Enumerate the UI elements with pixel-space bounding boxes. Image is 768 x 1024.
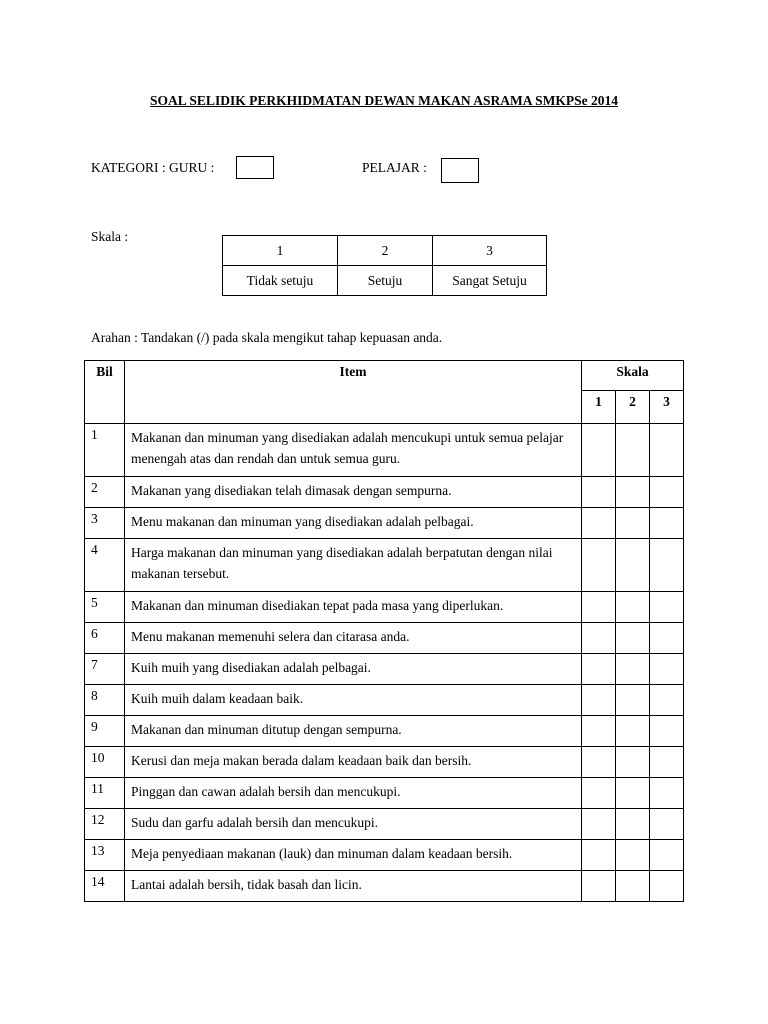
row-item: Makanan dan minuman ditutup dengan sempurna.	[125, 716, 582, 747]
rating-cell-3[interactable]	[650, 623, 684, 654]
row-bil: 2	[85, 477, 125, 508]
rating-cell-1[interactable]	[582, 508, 616, 539]
row-bil: 5	[85, 592, 125, 623]
rating-cell-3[interactable]	[650, 747, 684, 778]
row-bil: 10	[85, 747, 125, 778]
skala-col-2: 2	[616, 391, 650, 424]
rating-cell-1[interactable]	[582, 871, 616, 902]
row-item: Makanan dan minuman disediakan tepat pada masa yang diperlukan.	[125, 592, 582, 623]
rating-cell-2[interactable]	[616, 508, 650, 539]
rating-cell-3[interactable]	[650, 871, 684, 902]
rating-cell-3[interactable]	[650, 592, 684, 623]
row-bil: 6	[85, 623, 125, 654]
bil-header: Bil	[85, 361, 125, 424]
row-item: Lantai adalah bersih, tidak basah dan licin.	[125, 871, 582, 902]
row-bil: 11	[85, 778, 125, 809]
table-row	[85, 871, 684, 902]
item-header: Item	[125, 361, 582, 424]
row-bil: 12	[85, 809, 125, 840]
scale-desc-1: Tidak setuju	[223, 266, 338, 296]
rating-cell-3[interactable]	[650, 840, 684, 871]
table-row	[85, 592, 684, 623]
table-row	[85, 809, 684, 840]
rating-cell-1[interactable]	[582, 592, 616, 623]
table-row	[85, 654, 684, 685]
rating-cell-1[interactable]	[582, 716, 616, 747]
rating-cell-3[interactable]	[650, 809, 684, 840]
table-row	[85, 747, 684, 778]
rating-cell-2[interactable]	[616, 747, 650, 778]
row-bil: 4	[85, 539, 125, 592]
row-bil: 14	[85, 871, 125, 902]
rating-cell-3[interactable]	[650, 654, 684, 685]
row-bil: 3	[85, 508, 125, 539]
row-bil: 8	[85, 685, 125, 716]
row-item: Pinggan dan cawan adalah bersih dan mencukupi.	[125, 778, 582, 809]
scale-desc-3: Sangat Setuju	[433, 266, 547, 296]
rating-cell-2[interactable]	[616, 840, 650, 871]
rating-cell-1[interactable]	[582, 623, 616, 654]
scale-number-2: 2	[338, 236, 433, 266]
table-row	[85, 477, 684, 508]
rating-cell-3[interactable]	[650, 716, 684, 747]
table-row	[85, 623, 684, 654]
skala-col-3: 3	[650, 391, 684, 424]
rating-cell-1[interactable]	[582, 809, 616, 840]
rating-cell-3[interactable]	[650, 778, 684, 809]
rating-cell-1[interactable]	[582, 840, 616, 871]
rating-cell-1[interactable]	[582, 685, 616, 716]
rating-cell-2[interactable]	[616, 654, 650, 685]
table-row	[85, 716, 684, 747]
guru-checkbox[interactable]	[236, 156, 274, 179]
row-bil: 13	[85, 840, 125, 871]
table-row	[85, 840, 684, 871]
table-row	[85, 539, 684, 592]
rating-cell-2[interactable]	[616, 716, 650, 747]
row-item: Kuih muih dalam keadaan baik.	[125, 685, 582, 716]
table-row	[85, 508, 684, 539]
table-row	[85, 778, 684, 809]
rating-cell-1[interactable]	[582, 477, 616, 508]
scale-legend-table	[222, 235, 547, 296]
row-bil: 7	[85, 654, 125, 685]
row-item: Harga makanan dan minuman yang disediakan adalah berpatutan dengan nilai makanan tersebut.	[125, 539, 582, 592]
rating-cell-2[interactable]	[616, 592, 650, 623]
rating-cell-1[interactable]	[582, 778, 616, 809]
row-item: Meja penyediaan makanan (lauk) dan minuman dalam keadaan bersih.	[125, 840, 582, 871]
rating-cell-2[interactable]	[616, 424, 650, 477]
scale-number-1: 1	[223, 236, 338, 266]
rating-cell-3[interactable]	[650, 424, 684, 477]
row-item: Kerusi dan meja makan berada dalam keadaan baik dan bersih.	[125, 747, 582, 778]
kategori-guru-label: KATEGORI : GURU :	[91, 160, 215, 175]
rating-cell-2[interactable]	[616, 539, 650, 592]
rating-cell-1[interactable]	[582, 539, 616, 592]
rating-cell-2[interactable]	[616, 685, 650, 716]
skala-label: Skala :	[91, 229, 129, 244]
rating-cell-2[interactable]	[616, 623, 650, 654]
rating-cell-2[interactable]	[616, 871, 650, 902]
row-bil: 9	[85, 716, 125, 747]
rating-cell-3[interactable]	[650, 508, 684, 539]
rating-cell-2[interactable]	[616, 477, 650, 508]
scale-number-3: 3	[433, 236, 547, 266]
form-title: SOAL SELIDIK PERKHIDMATAN DEWAN MAKAN ASRAMA SMKPSe 2014	[150, 93, 618, 108]
row-item: Menu makanan memenuhi selera dan citarasa anda.	[125, 623, 582, 654]
rating-cell-1[interactable]	[582, 747, 616, 778]
scale-desc-2: Setuju	[338, 266, 433, 296]
table-row	[85, 424, 684, 477]
row-item: Makanan yang disediakan telah dimasak dengan sempurna.	[125, 477, 582, 508]
row-item: Menu makanan dan minuman yang disediakan adalah pelbagai.	[125, 508, 582, 539]
rating-cell-2[interactable]	[616, 778, 650, 809]
pelajar-checkbox[interactable]	[441, 158, 479, 183]
rating-cell-1[interactable]	[582, 424, 616, 477]
row-item: Makanan dan minuman yang disediakan adalah mencukupi untuk semua pelajar menengah atas dan rendah dan untuk semua guru.	[125, 424, 582, 477]
row-item: Kuih muih yang disediakan adalah pelbagai.	[125, 654, 582, 685]
skala-col-1: 1	[582, 391, 616, 424]
questionnaire-table	[84, 360, 684, 902]
kategori-pelajar-label: PELAJAR :	[362, 160, 427, 175]
row-item: Sudu dan garfu adalah bersih dan mencukupi.	[125, 809, 582, 840]
rating-cell-3[interactable]	[650, 539, 684, 592]
rating-cell-3[interactable]	[650, 685, 684, 716]
rating-cell-2[interactable]	[616, 809, 650, 840]
table-row	[85, 685, 684, 716]
skala-header: Skala	[582, 361, 684, 391]
instructions: Arahan : Tandakan (/) pada skala mengikut tahap kepuasan anda.	[91, 330, 443, 345]
row-bil: 1	[85, 424, 125, 477]
rating-cell-3[interactable]	[650, 477, 684, 508]
rating-cell-1[interactable]	[582, 654, 616, 685]
